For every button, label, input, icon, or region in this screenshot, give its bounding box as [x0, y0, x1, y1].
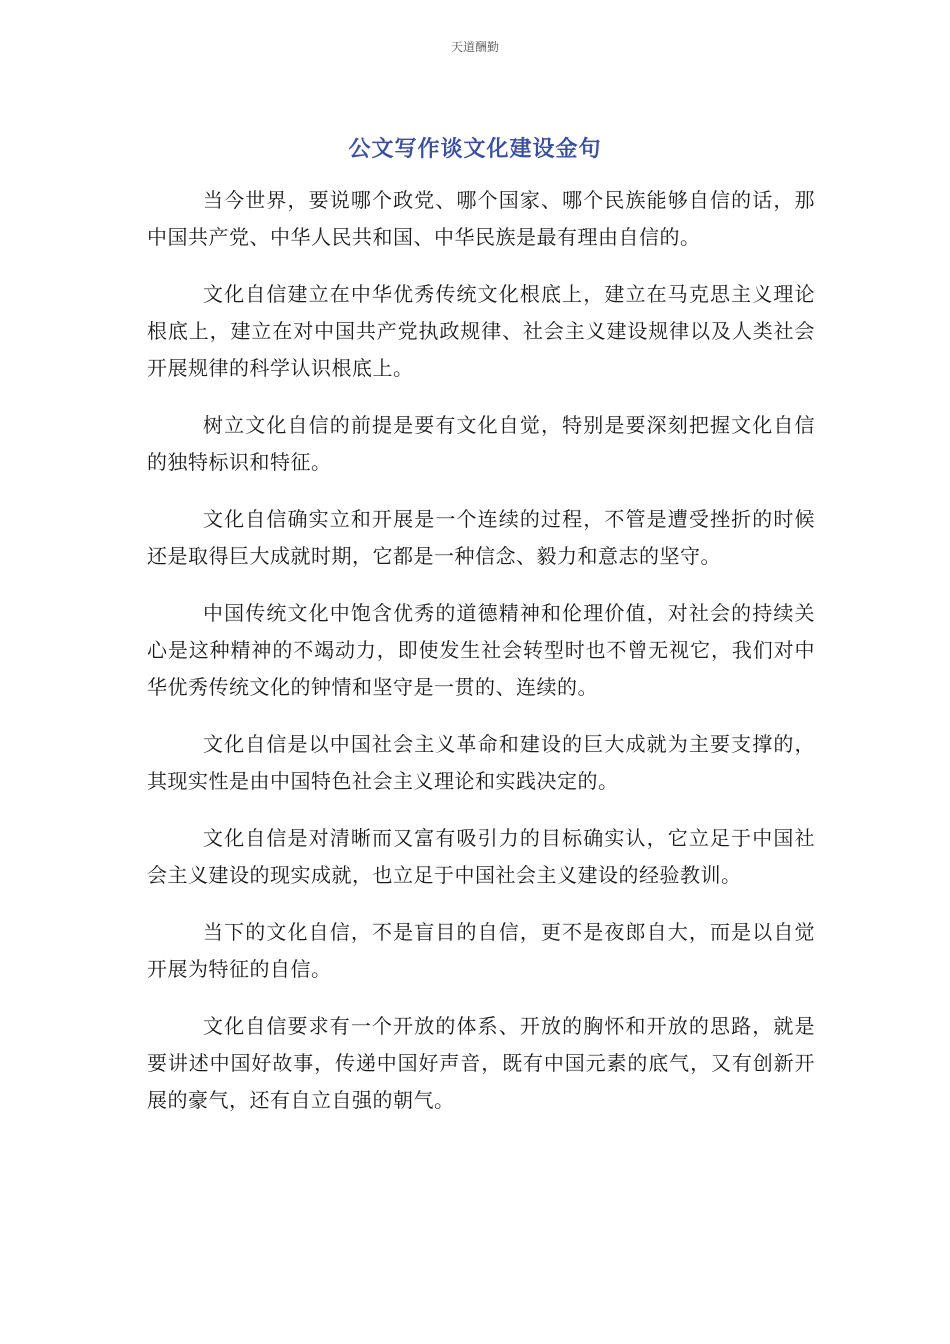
- document-title: 公文写作谈文化建设金句: [348, 137, 602, 162]
- paragraph: 中国传统文化中饱含优秀的道德精神和伦理价值，对社会的持续关心是这种精神的不竭动力，即使发生社会转型时也不曾无视它，我们对中华优秀传统文化的钟情和坚守是一贯的、连续的。: [147, 601, 815, 699]
- paragraph: 文化自信要求有一个开放的体系、开放的胸怀和开放的思路，就是要讲述中国好故事，传递中国好声音，既有中国元素的底气，又有创新开展的豪气，还有自立自强的朝气。: [147, 1014, 815, 1112]
- paragraph: 文化自信确实立和开展是一个连续的过程，不管是遭受挫折的时候还是取得巨大成就时期，它都是一种信念、毅力和意志的坚守。: [147, 507, 815, 568]
- paragraph: 文化自信是以中国社会主义革命和建设的巨大成就为主要支撑的，其现实性是由中国特色社会主义理论和实践决定的。: [147, 732, 815, 793]
- paragraph: 当今世界，要说哪个政党、哪个国家、哪个民族能够自信的话，那中国共产党、中华人民共和国、中华民族是最有理由自信的。: [147, 188, 815, 249]
- document-body: [147, 182, 815, 1139]
- paragraph: 当下的文化自信，不是盲目的自信，更不是夜郎自大，而是以自觉开展为特征的自信。: [147, 920, 815, 981]
- paragraph: 树立文化自信的前提是要有文化自觉，特别是要深刻把握文化自信的独特标识和特征。: [147, 413, 815, 474]
- page-header: 天道酬勤: [450, 40, 499, 54]
- paragraph: 文化自信是对清晰而又富有吸引力的目标确实认，它立足于中国社会主义建设的现实成就，也立足于中国社会主义建设的经验教训。: [147, 826, 815, 887]
- paragraph: 文化自信建立在中华优秀传统文化根底上，建立在马克思主义理论根底上，建立在对中国共产党执政规律、社会主义建设规律以及人类社会开展规律的科学认识根底上。: [147, 282, 815, 380]
